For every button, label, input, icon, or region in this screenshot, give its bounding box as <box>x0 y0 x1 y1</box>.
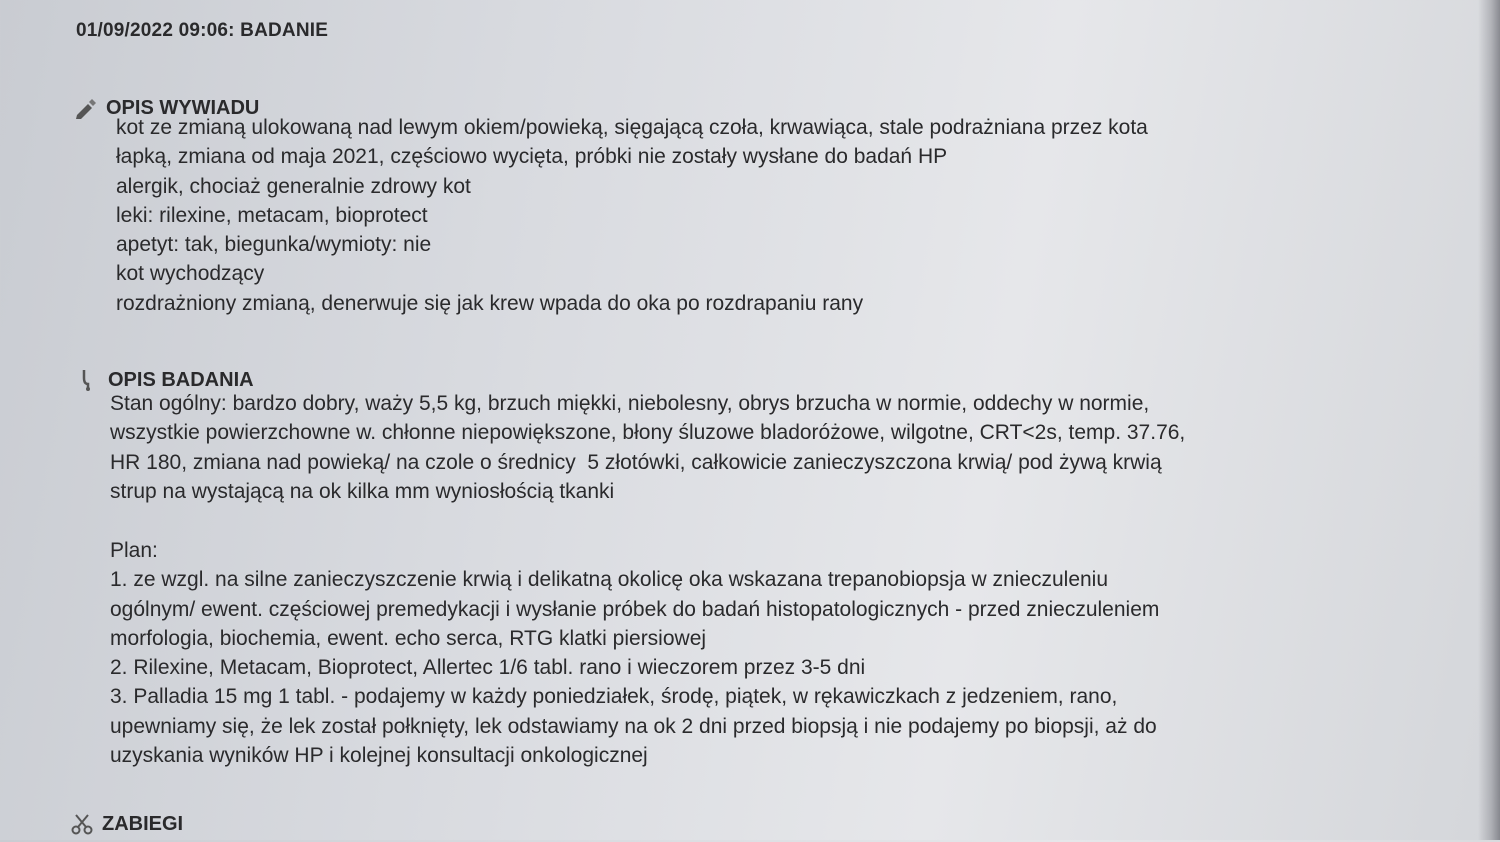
plan-text <box>110 536 1159 770</box>
wywiad-text <box>116 113 1148 318</box>
plan-line: 1. ze wzgl. na silne zanieczyszczenie krwią i delikatną okolicę oka wskazana trepanobiopsja w znieczuleniu <box>110 568 1109 592</box>
plan-line: Plan: <box>110 539 158 562</box>
scissors-icon <box>70 812 94 836</box>
stethoscope-icon <box>76 368 100 392</box>
badanie-line: HR 180, zmiana nad powieką/ na czole o średnicy 5 złotówki, całkowicie zanieczyszczona krwią/ pod żywą krwią <box>110 450 1162 474</box>
plan-line: upewniamy się, że lek został połknięty, lek odstawiamy na ok 2 dni przed biopsją i nie podajemy po biopsji, aż do <box>110 714 1157 738</box>
wywiad-line: apetyt: tak, biegunka/wymioty: nie <box>116 233 432 257</box>
section-title-wywiad-label: OPIS WYWIADU <box>106 96 260 119</box>
badanie-line: Stan ogólny: bardzo dobry, waży 5,5 kg, brzuch miękki, niebolesny, obrys brzucha w normie, oddechy w normie, <box>110 392 1150 415</box>
wywiad-line: rozdrażniony zmianą, denerwuje się jak krew wpada do oka po rozdrapaniu rany <box>116 291 864 315</box>
plan-line: uzyskania wyników HP i kolejnej konsultacji onkologicznej <box>110 744 648 768</box>
section-title-zabiegi <box>70 812 183 836</box>
section-title-badanie-label: OPIS BADANIA <box>108 368 254 391</box>
plan-line: 3. Palladia 15 mg 1 tabl. - podajemy w każdy poniedziałek, środę, piątek, w rękawiczkach z jedzeniem, rano, <box>110 685 1118 709</box>
plan-line: 2. Rilexine, Metacam, Bioprotect, Allertec 1/6 tabl. rano i wieczorem przez 3-5 dni <box>110 656 866 680</box>
plan-line: ogólnym/ ewent. częściowej premedykacji i wysłanie próbek do badań histopatologicznych - przed znieczuleniem <box>110 597 1160 621</box>
visit-header: 01/09/2022 09:06: BADANIE <box>76 20 329 41</box>
page-edge-shadow <box>1478 0 1500 840</box>
badanie-line: strup na wystającą na ok kilka mm wyniosłością tkanki <box>110 479 615 503</box>
wywiad-line: kot ze zmianą ulokowaną nad lewym okiem/powieką, sięgającą czoła, krwawiąca, stale podrażniana przez kota <box>116 116 1148 139</box>
wywiad-line: łapką, zmiana od maja 2021, częściowo wycięta, próbki nie zostały wysłane do badań HP <box>116 145 948 169</box>
edit-icon <box>74 96 98 120</box>
wywiad-line: leki: rilexine, metacam, bioprotect <box>116 203 428 227</box>
section-title-zabiegi-label: ZABIEGI <box>102 812 184 835</box>
wywiad-line: alergik, chociaż generalnie zdrowy kot <box>116 174 471 198</box>
plan-line: morfologia, biochemia, ewent. echo serca, RTG klatki piersiowej <box>110 626 707 650</box>
wywiad-line: kot wychodzący <box>116 262 265 286</box>
badanie-line: wszystkie powierzchowne w. chłonne niepowiększone, błony śluzowe bladoróżowe, wilgotne, CRT<2s, temp. 37.76, <box>110 421 1186 445</box>
badanie-text <box>110 389 1185 506</box>
